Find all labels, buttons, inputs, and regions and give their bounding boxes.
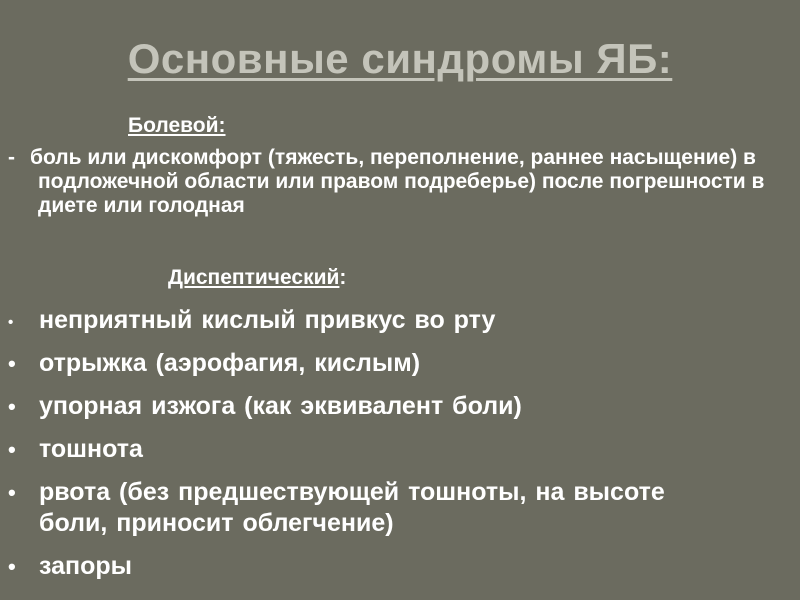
list-item-text: отрыжка (аэрофагия, кислым): [39, 349, 421, 377]
section-heading-dyspeptic-label: Диспептический: [168, 266, 340, 289]
list-item-pain: [8, 146, 778, 218]
bullet-icon: •: [8, 394, 16, 419]
list-item: [0, 477, 800, 539]
list-item: [0, 348, 800, 379]
list-item: [0, 391, 800, 422]
list-item: [0, 551, 800, 582]
list-item: [0, 434, 800, 465]
section-heading-dyspeptic: [168, 265, 346, 291]
bullet-icon: •: [8, 554, 16, 579]
section-heading-dyspeptic-colon: :: [339, 266, 347, 289]
list-item-text: неприятный кислый привкус во рту: [39, 306, 496, 334]
list-item-text: рвота (без предшествующей тошноты, на высоте боли, приносит облегчение): [39, 478, 665, 537]
slide-title: Основные синдромы ЯБ:: [127, 35, 673, 82]
dyspeptic-bullet-list: [0, 305, 800, 594]
dash-marker: -: [8, 146, 15, 169]
bullet-icon: •: [8, 351, 16, 376]
bullet-icon: •: [8, 480, 16, 505]
list-item: [0, 305, 800, 336]
section-heading-pain: Болевой:: [128, 114, 226, 137]
list-item-text: боль или дискомфорт (тяжесть, переполнение, раннее насыщение) в подложечной области или правом подреберье) после погрешности в диете или голодная: [30, 146, 765, 217]
list-item-text: тошнота: [39, 435, 143, 463]
list-item-text: упорная изжога (как эквивалент боли): [39, 392, 522, 420]
bullet-icon: •: [8, 314, 14, 331]
list-item-text: запоры: [39, 552, 132, 580]
bullet-icon: •: [8, 437, 16, 462]
